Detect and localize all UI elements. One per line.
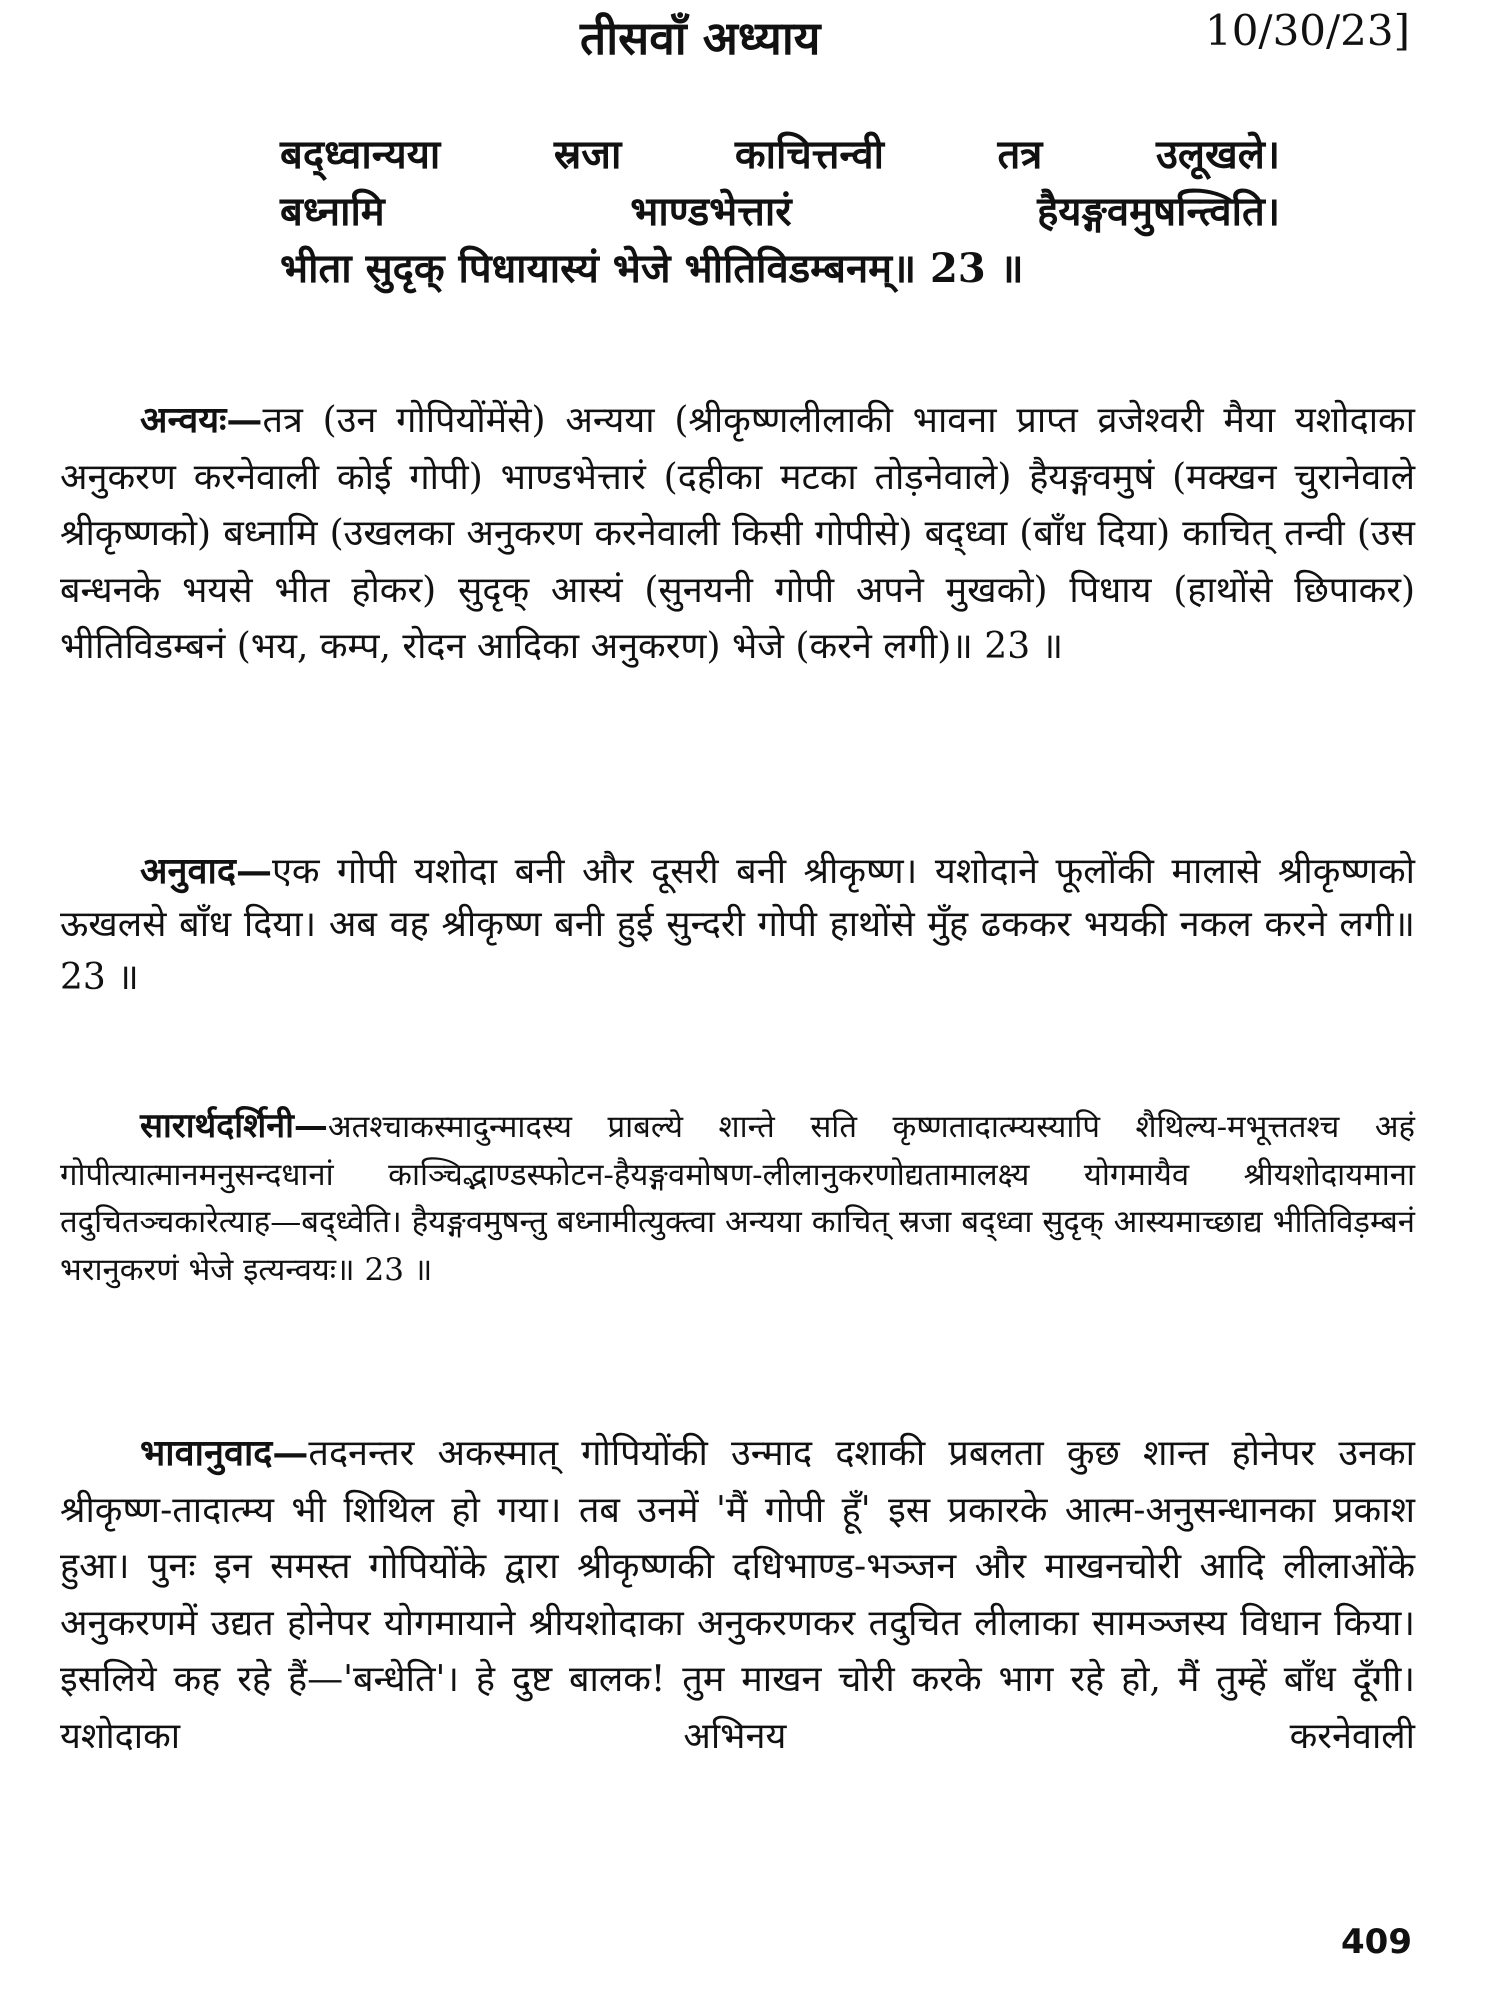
verse-line-2: बध्नामि भाण्डभेत्तारं हैयङ्गवमुषन्त्विति।	[280, 188, 1280, 235]
chapter-title: तीसवाँ अध्याय	[580, 11, 821, 65]
sanskrit-verse	[280, 126, 1280, 297]
verse-line-3: भीता सुदृक् पिधायास्यं भेजे भीतिविडम्बनम्॥ 23 ॥	[280, 245, 1024, 292]
bhavanuvad-text: तदनन्तर अकस्मात् गोपियोंकी उन्माद दशाकी प्रबलता कुछ शान्त होनेपर उनका श्रीकृष्ण-तादात्म्य भी शिथिल हो गया। तब उनमें 'मैं गोपी हूँ' इस प्रकारके आत्म-अनुसन्धानका प्रकाश हुआ। पुनः इन समस्त गोपियोंके द्वारा श्रीकृष्णकी दधिभाण्ड-भञ्जन और माखनचोरी आदि लीलाओंके अनुकरणमें उद्यत होनेपर योगमायाने श्रीयशोदाका अनुकरणकर तदुचित लीलाका सामञ्जस्य विधान किया। इसलिये कह रहे हैं—'बन्धेति'। हे दुष्ट बालक! तुम माखन चोरी करके भाग रहे हो, मैं तुम्हें बाँध दूँगी। यशोदाका अभिनय करनेवाली	[60, 1433, 1415, 1757]
verse-line-1: बद्ध्वान्यया स्रजा काचित्तन्वी तत्र उलूखले।	[280, 131, 1280, 178]
anvaya-section	[60, 392, 1415, 676]
anuvad-label: अनुवाद—	[140, 850, 272, 892]
anuvad-section	[60, 845, 1415, 1004]
page-number: 409	[1341, 1922, 1412, 1962]
bhavanuvad-label: भावानुवाद—	[140, 1432, 309, 1474]
page-header	[0, 6, 1500, 66]
sarartha-label: सारार्थदर्शिनी—	[140, 1106, 328, 1146]
sarartha-text: अतश्चाकस्मादुन्मादस्य प्राबल्ये शान्ते सति कृष्णतादात्म्यस्यापि शैथिल्य-मभूत्ततश्च अहं गोपीत्यात्मानमनुसन्दधानां काञ्चिद्भाण्डस्फोटन-हैयङ्गवमोषण-लीलानुकरणोद्यतामालक्ष्य योगमायैव श्रीयशोदायमाना तदुचितञ्चकारेत्याह—बद्ध्वेति। हैयङ्गवमुषन्तु बध्नामीत्युक्त्वा अन्यया काचित् स्रजा बद्ध्वा सुदृक् आस्यमाच्छाद्य भीतिविड़म्बनं भरानुकरणं भेजे इत्यन्वयः॥ 23 ॥	[60, 1109, 1415, 1288]
anvaya-text: तत्र (उन गोपियोंमेंसे) अन्यया (श्रीकृष्णलीलाकी भावना प्राप्त व्रजेश्वरी मैया यशोदाका अनुकरण करनेवाली कोई गोपी) भाण्डभेत्तारं (दहीका मटका तोड़नेवाले) हैयङ्गवमुषं (मक्खन चुरानेवाले श्रीकृष्णको) बध्नामि (उखलका अनुकरण करनेवाली किसी गोपीसे) बद्ध्वा (बाँध दिया) काचित् तन्वी (उस बन्धनके भयसे भीत होकर) सुदृक् आस्यं (सुनयनी गोपी अपने मुखको) पिधाय (हाथोंसे छिपाकर) भीतिविडम्बनं (भय, कम्प, रोदन आदिका अनुकरण) भेजे (करने लगी)॥ 23 ॥	[60, 400, 1415, 667]
bhavanuvad-section	[60, 1425, 1415, 1765]
verse-reference: 10/30/23]	[1204, 6, 1410, 55]
sarartha-section	[60, 1103, 1415, 1294]
anuvad-text: एक गोपी यशोदा बनी और दूसरी बनी श्रीकृष्ण। यशोदाने फूलोंकी मालासे श्रीकृष्णको ऊखलसे बाँध दिया। अब वह श्रीकृष्ण बनी हुई सुन्दरी गोपी हाथोंसे मुँह ढककर भयकी नकल करने लगी॥ 23 ॥	[60, 851, 1415, 998]
anvaya-label: अन्वयः—	[140, 399, 263, 441]
